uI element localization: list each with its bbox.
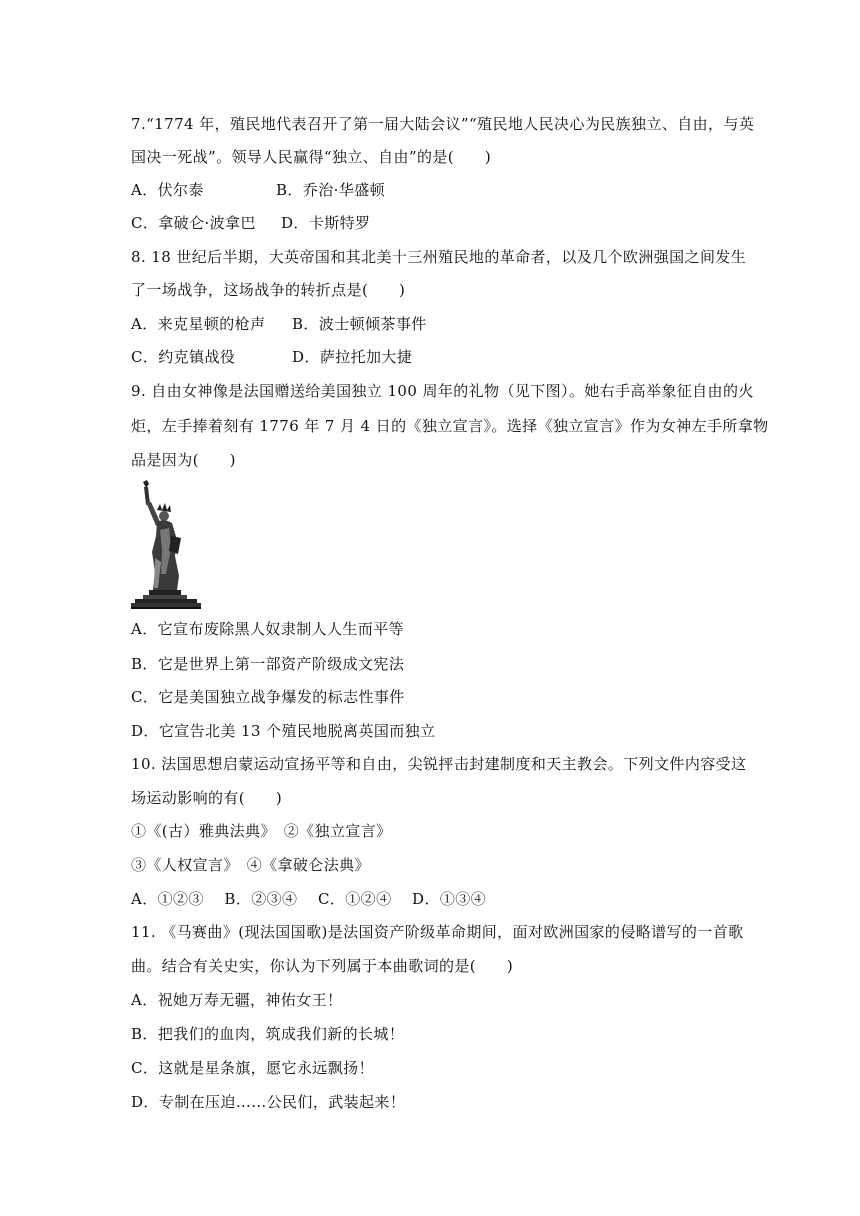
- q9-option-c: C．它是美国独立战争爆发的标志性事件: [131, 688, 405, 706]
- q7-option-a: A．伏尔泰: [131, 181, 204, 199]
- q9-option-d: D．它宣告北美 13 个殖民地脱离英国而独立: [131, 722, 436, 740]
- q9-option-a: A．它宣布废除黑人奴隶制人人生而平等: [131, 620, 405, 638]
- q11-option-a: A．祝她万寿无疆，神佑女王！: [131, 991, 343, 1009]
- q7-option-c: C．拿破仑·波拿巴: [131, 214, 256, 232]
- q9-option-b: B．它是世界上第一部资产阶级成文宪法: [131, 655, 405, 673]
- q11-option-d: D．专制在压迫……公民们，武装起来！: [131, 1093, 406, 1111]
- q10-items-line-1: ①《(古）雅典法典》 ②《独立宣言》: [131, 822, 392, 840]
- q7-option-d: D．卡斯特罗: [281, 214, 371, 232]
- q8-option-c: C．约克镇战役: [131, 348, 236, 366]
- q8-stem-line-2: 了一场战争，这场战争的转折点是( ): [131, 281, 406, 299]
- q10-stem-line-1: 10. 法国思想启蒙运动宣扬平等和自由，尖锐抨击封建制度和天主教会。下列文件内容受这: [131, 755, 747, 773]
- q9-stem-line-3: 品是因为( ): [131, 451, 236, 469]
- q11-stem-line-1: 11. 《马赛曲》(现法国国歌)是法国资产阶级革命期间，面对欧洲国家的侵略谱写的一首歌: [131, 923, 744, 941]
- q10-stem-line-2: 场运动影响的有( ): [131, 789, 283, 807]
- q11-option-b: B．把我们的血肉，筑成我们新的长城！: [131, 1025, 405, 1043]
- q7-option-b: B．乔治·华盛顿: [276, 181, 385, 199]
- q8-option-a: A．来克星顿的枪声: [131, 315, 266, 333]
- q9-stem-line-2: 炬，左手捧着刻有 1776 年 7 月 4 日的《独立宣言》。选择《独立宣言》作为女神左手所拿物: [131, 417, 769, 435]
- q8-option-d: D．萨拉托加大捷: [292, 348, 413, 366]
- q8-stem-line-1: 8. 18 世纪后半期，大英帝国和其北美十三州殖民地的革命者，以及几个欧洲强国之间发生: [131, 248, 747, 266]
- q11-stem-line-2: 曲。结合有关史实，你认为下列属于本曲歌词的是( ): [131, 957, 514, 975]
- q11-option-c: C．这就是星条旗，愿它永远飘扬！: [131, 1059, 374, 1077]
- q8-option-b: B．波士顿倾茶事件: [292, 315, 427, 333]
- q7-stem-line-1: 7.“1774 年，殖民地代表召开了第一届大陆会议”“殖民地人民决心为民族独立、自由，与英: [131, 115, 755, 133]
- q10-items-line-2: ③《人权宣言》 ④《拿破仑法典》: [131, 856, 370, 874]
- statue-of-liberty-icon: [131, 478, 201, 610]
- q10-options: A．①②③ B．②③④ C．①②④ D．①③④: [131, 890, 487, 908]
- q9-stem-line-1: 9. 自由女神像是法国赠送给美国独立 100 周年的礼物（见下图）。她右手高举象征自由的火: [131, 382, 754, 400]
- q7-stem-line-2: 国决一死战”。领导人民赢得“独立、自由”的是( ): [131, 148, 492, 166]
